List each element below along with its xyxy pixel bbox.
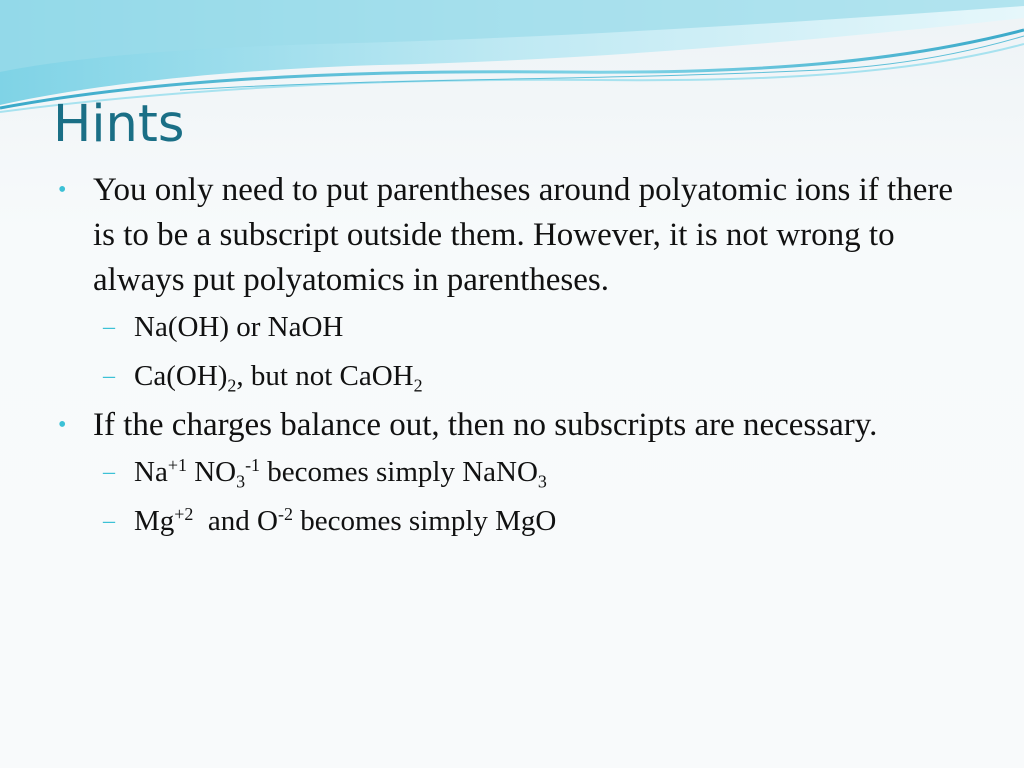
- superscript: +2: [174, 504, 194, 525]
- sub-bullet-item: [58, 497, 958, 546]
- sub-bullet-item: [58, 352, 958, 401]
- formula-text: and O: [193, 505, 278, 537]
- superscript: +1: [167, 455, 187, 476]
- formula-text: , but not CaOH: [236, 360, 414, 392]
- bullet-item: [58, 168, 958, 303]
- slide-body: [58, 168, 958, 546]
- formula-text: Na: [134, 456, 168, 488]
- subscript: 2: [227, 375, 237, 396]
- dash-bullet-icon: –: [103, 363, 115, 389]
- formula-text: Ca(OH): [134, 360, 228, 392]
- formula-text: Na(OH) or NaOH: [134, 311, 344, 343]
- formula-text: becomes simply NaNO: [260, 456, 538, 488]
- superscript: -1: [245, 455, 261, 476]
- sub-bullet-item: [58, 448, 958, 497]
- dash-bullet-icon: –: [103, 459, 115, 485]
- formula-text: NO: [186, 456, 237, 488]
- formula-text: becomes simply MgO: [292, 505, 557, 537]
- bullet-text: You only need to put parentheses around polyatomic ions if there is to be a subscript outside them. However, it is not wrong to always put polyatomics in parentheses.: [93, 172, 953, 298]
- slide-title: Hints: [53, 95, 185, 154]
- formula-text: Mg: [134, 505, 175, 537]
- dash-bullet-icon: –: [103, 314, 115, 340]
- bullet-item: [58, 403, 958, 448]
- bullet-dot-icon: •: [58, 412, 67, 438]
- subscript: 2: [413, 375, 423, 396]
- dash-bullet-icon: –: [103, 508, 115, 534]
- bullet-text: If the charges balance out, then no subscripts are necessary.: [93, 407, 878, 443]
- sub-bullet-item: [58, 303, 958, 352]
- superscript: -2: [278, 504, 293, 525]
- subscript: 3: [236, 471, 246, 492]
- bullet-dot-icon: •: [58, 177, 67, 203]
- subscript: 3: [537, 471, 547, 492]
